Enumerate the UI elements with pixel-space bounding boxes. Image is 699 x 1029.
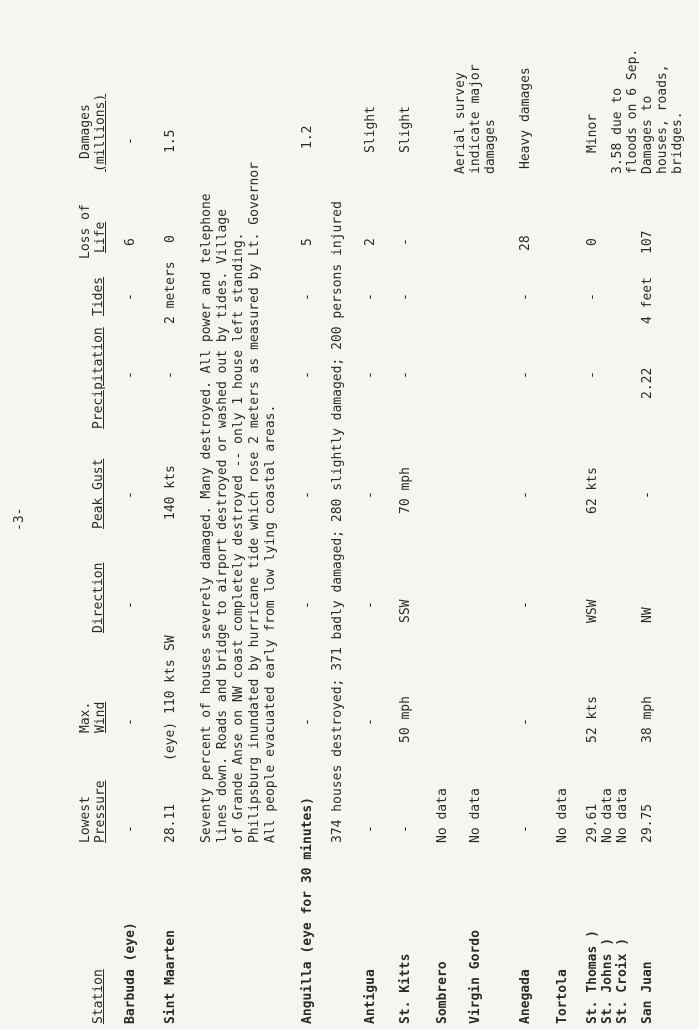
cell-tides: - [518,293,533,301]
cell-gust: - [518,491,533,499]
note-line: lines down. Roads and bridge to airport destroyed or washed out by tides. Village [215,209,230,843]
cell-tides: - [363,293,378,301]
station-st-thomas: St. Thomas ) [585,930,600,1024]
cell-damages: Heavy damages [518,67,533,169]
cell-direction: SW [163,635,178,651]
cell-direction: - [363,601,378,609]
cell-damages-line: Damages to [640,95,655,174]
cell-gust: - [640,491,655,499]
cell-tides: - [123,293,138,301]
cell-wind: 52 kts [585,696,600,743]
cell-damages: - [123,137,138,145]
header-loss-line1: Loss of [78,204,93,259]
cell-gust: - [300,491,315,499]
station-tortola: Tortola [555,969,570,1024]
cell-gust: 62 kts [585,467,600,514]
station-anguilla: Anguilla (eye for 30 minutes) [300,797,315,1024]
cell-wind: 38 mph [640,696,655,743]
cell-pressure: - [398,825,413,833]
cell-loss: 2 [363,238,378,246]
cell-precip: - [123,371,138,379]
header-damages-line1: Damages [78,104,93,159]
cell-wind: - [363,718,378,726]
cell-direction: - [518,601,533,609]
cell-wind: - [123,718,138,726]
cell-direction: WSW [585,599,600,623]
cell-precip: - [398,371,413,379]
cell-damages: Slight [363,106,378,153]
cell-direction: - [123,601,138,609]
cell-damages: 1.2 [300,125,315,149]
cell-precip: 2.22 [640,367,655,399]
cell-wind: - [518,718,533,726]
cell-loss: 28 [518,235,533,251]
cell-gust: - [123,491,138,499]
station-st-croix: St. Croix ) [615,937,630,1024]
cell-damages: Minor [585,113,600,153]
header-loss-line2: Life [93,221,108,253]
header-direction: Direction [91,562,106,633]
cell-damages-line: 3.58 due to [610,87,625,174]
header-precipitation: Precipitation [91,327,106,429]
cell-gust: 70 mph [398,467,413,514]
header-tides: Tides [91,276,106,316]
cell-pressure: - [363,825,378,833]
cell-tides: 4 feet [640,277,655,324]
header-peak-gust: Peak Gust [91,458,106,529]
cell-loss: - [398,238,413,246]
cell-gust: - [363,491,378,499]
note-line: Philipsburg inundated by hurricane tide which rose 2 meters as measured by Lt. Governor [247,162,262,843]
station-st-kitts: St. Kitts [398,953,413,1024]
station-anegada: Anegada [518,969,533,1024]
cell-wind: 50 mph [398,696,413,743]
cell-precip: - [518,371,533,379]
cell-damages: 1.5 [163,129,178,153]
cell-damages-line: indicate major [468,64,483,174]
cell-tides: - [300,293,315,301]
cell-pressure: No data [600,788,615,843]
cell-loss: 6 [123,238,138,246]
cell-damages-line: damages [483,119,498,174]
cell-tides: - [585,293,600,301]
cell-loss: 5 [300,238,315,246]
cell-pressure: No data [435,788,450,843]
station-antigua: Antigua [363,969,378,1024]
note-line: Seventy percent of houses severely damaged. Many destroyed. All power and telephone [199,193,214,843]
note-line: 374 houses destroyed; 371 badly damaged; 280 slightly damaged; 200 persons injured [330,201,345,843]
cell-loss: 0 [585,238,600,246]
cell-damages-line: bridges. [670,111,685,174]
station-sombrero: Sombrero [435,961,450,1024]
cell-pressure: - [518,825,533,833]
cell-damages-line: houses, roads, [655,64,670,174]
cell-pressure: 29.61 [585,803,600,843]
cell-tides: - [398,293,413,301]
cell-gust: 140 kts [163,465,178,520]
note-line: All people evacuated early from low lying coastal areas. [263,404,278,843]
cell-wind: - [300,718,315,726]
station-san-juan: San Juan [640,961,655,1024]
cell-pressure: - [123,825,138,833]
cell-loss: 0 [163,235,178,243]
header-lowest-line2: Pressure [93,780,108,843]
station-virgin-gorda: Virgin Gordo [468,930,483,1024]
cell-pressure: 28.11 [163,803,178,843]
cell-loss: 107 [640,230,655,254]
cell-direction: SSW [398,599,413,623]
station-st-johns: St. Johns ) [600,937,615,1024]
cell-pressure: No data [468,788,483,843]
page-number: -3- [12,507,27,531]
header-maxwind-line1: Max. [78,701,93,733]
cell-tides: 2 meters [163,261,178,324]
cell-direction: - [300,601,315,609]
station-barbuda: Barbuda (eye) [123,922,138,1024]
header-station: Station [91,969,106,1024]
cell-precip: - [300,371,315,379]
note-line: of Grande Anse on NW coast completely destroyed -- only 1 house left standing. [231,232,246,843]
station-sint-maarten: Sint Maarten [163,930,178,1024]
header-lowest-line1: Lowest [78,796,93,843]
cell-precip: - [163,371,178,379]
header-damages-line2: (millions) [93,93,108,172]
header-maxwind-line2: Wind [93,701,108,733]
cell-direction: NW [640,607,655,623]
cell-pressure: No data [615,788,630,843]
cell-damages: Slight [398,106,413,153]
cell-damages-line: floods on 6 Sep. [625,48,640,174]
cell-wind: (eye) 110 kts [163,659,178,761]
cell-pressure: No data [555,788,570,843]
cell-precip: - [585,371,600,379]
cell-precip: - [363,371,378,379]
cell-damages-line: Aerial survey [453,72,468,174]
cell-pressure: 29.75 [640,803,655,843]
